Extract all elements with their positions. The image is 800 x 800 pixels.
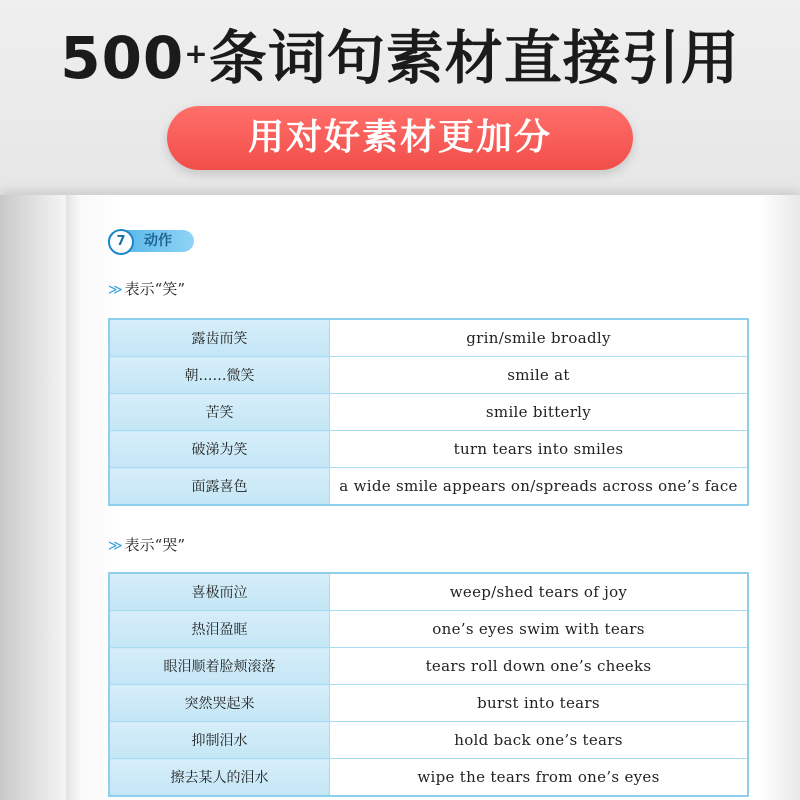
cn-term: 朝……微笑 — [109, 357, 330, 394]
cn-term: 抑制泪水 — [109, 722, 330, 759]
page-fold-shadow — [66, 195, 80, 800]
en-term: hold back one’s tears — [330, 722, 749, 759]
table-row — [109, 357, 748, 394]
en-term: tears roll down one’s cheeks — [330, 648, 749, 685]
cn-term: 面露喜色 — [109, 468, 330, 506]
vocab-table-cry — [108, 572, 749, 797]
en-term: burst into tears — [330, 685, 749, 722]
table-row — [109, 611, 748, 648]
group-heading-text: 表示“笑” — [124, 280, 185, 298]
cn-term: 眼泪顺着脸颊滚落 — [109, 648, 330, 685]
table-row — [109, 319, 748, 357]
vocab-table-smile — [108, 318, 749, 506]
table-row — [109, 759, 748, 797]
en-term: turn tears into smiles — [330, 431, 749, 468]
en-term: smile at — [330, 357, 749, 394]
section-number: 7 — [108, 229, 134, 255]
table-row — [109, 431, 748, 468]
cn-term: 突然哭起来 — [109, 685, 330, 722]
headline-plus: + — [184, 37, 209, 70]
double-chevron-icon: ≫ — [108, 538, 123, 554]
table-row — [109, 394, 748, 431]
headline-prefix: 500 — [60, 24, 185, 92]
cn-term: 苦笑 — [109, 394, 330, 431]
cn-term: 喜极而泣 — [109, 573, 330, 611]
cn-term: 露齿而笑 — [109, 319, 330, 357]
en-term: grin/smile broadly — [330, 319, 749, 357]
en-term: a wide smile appears on/spreads across one’s face — [330, 468, 749, 506]
section-badge — [108, 230, 194, 252]
double-chevron-icon: ≫ — [108, 282, 123, 298]
tagline-text: 用对好素材更加分 — [247, 117, 552, 158]
headline — [0, 18, 800, 98]
en-term: weep/shed tears of joy — [330, 573, 749, 611]
en-term: one’s eyes swim with tears — [330, 611, 749, 648]
headline-rest: 条词句素材直接引用 — [208, 24, 740, 92]
group-heading-text: 表示“哭” — [124, 536, 185, 554]
cn-term: 擦去某人的泪水 — [109, 759, 330, 797]
group-heading-cry — [108, 534, 185, 556]
tagline-pill — [167, 106, 633, 170]
table-row — [109, 573, 748, 611]
table-row — [109, 468, 748, 506]
cn-term: 热泪盈眶 — [109, 611, 330, 648]
table-row — [109, 648, 748, 685]
table-row — [109, 722, 748, 759]
section-title: 动作 — [144, 233, 172, 249]
group-heading-smile — [108, 278, 185, 300]
en-term: smile bitterly — [330, 394, 749, 431]
table-row — [109, 685, 748, 722]
en-term: wipe the tears from one’s eyes — [330, 759, 749, 797]
cn-term: 破涕为笑 — [109, 431, 330, 468]
